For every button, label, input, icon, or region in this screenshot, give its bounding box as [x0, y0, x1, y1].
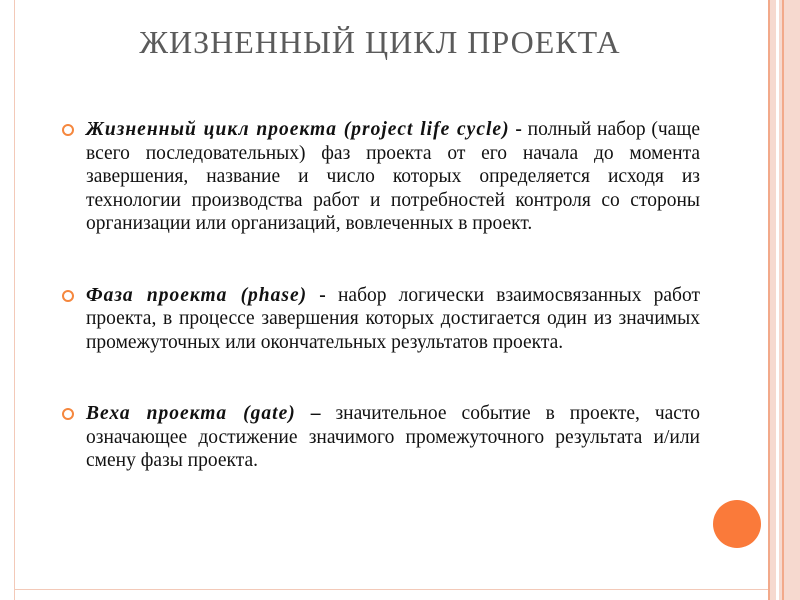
separator: –	[295, 403, 336, 424]
definition: набор логически взаимосвязанных работ проекта, в процессе завершения которых достигается один из значимых промежуточных или окончательных результатов проекта.	[86, 284, 700, 353]
term: Жизненный цикл проекта (project life cycle)	[86, 119, 510, 140]
bullet-icon	[62, 290, 74, 302]
band-stripe	[776, 0, 779, 600]
bullet-list	[62, 118, 700, 473]
separator: -	[307, 284, 338, 306]
frame-bottom-line	[14, 589, 770, 590]
bullet-icon	[62, 124, 74, 136]
term: Фаза проекта (phase)	[86, 284, 308, 306]
definition: значительное событие в проекте, часто означающее достижение значимого промежуточного результата и/или смену фазы проекта.	[86, 403, 700, 471]
term: Веха проекта (gate)	[86, 403, 296, 424]
bullet-icon	[62, 408, 74, 420]
slide-title: ЖИЗНЕННЫЙ ЦИКЛ ПРОЕКТА	[139, 24, 621, 60]
list-item	[62, 118, 700, 236]
band-stripe	[782, 0, 784, 600]
separator: -	[509, 119, 528, 140]
band-stripe	[768, 0, 770, 600]
list-item	[62, 284, 700, 355]
list-item	[62, 402, 700, 473]
right-decorative-band	[770, 0, 800, 600]
decorative-circle	[713, 500, 761, 548]
frame-left-line	[14, 0, 15, 600]
definition: полный набор (чаще всего последовательных) фаз проекта от его начала до момента завершения, название и число которых определяется исходя из технологии производства работ и потребностей контроля со стороны организации или организаций, вовлеченных в проект.	[86, 119, 700, 234]
